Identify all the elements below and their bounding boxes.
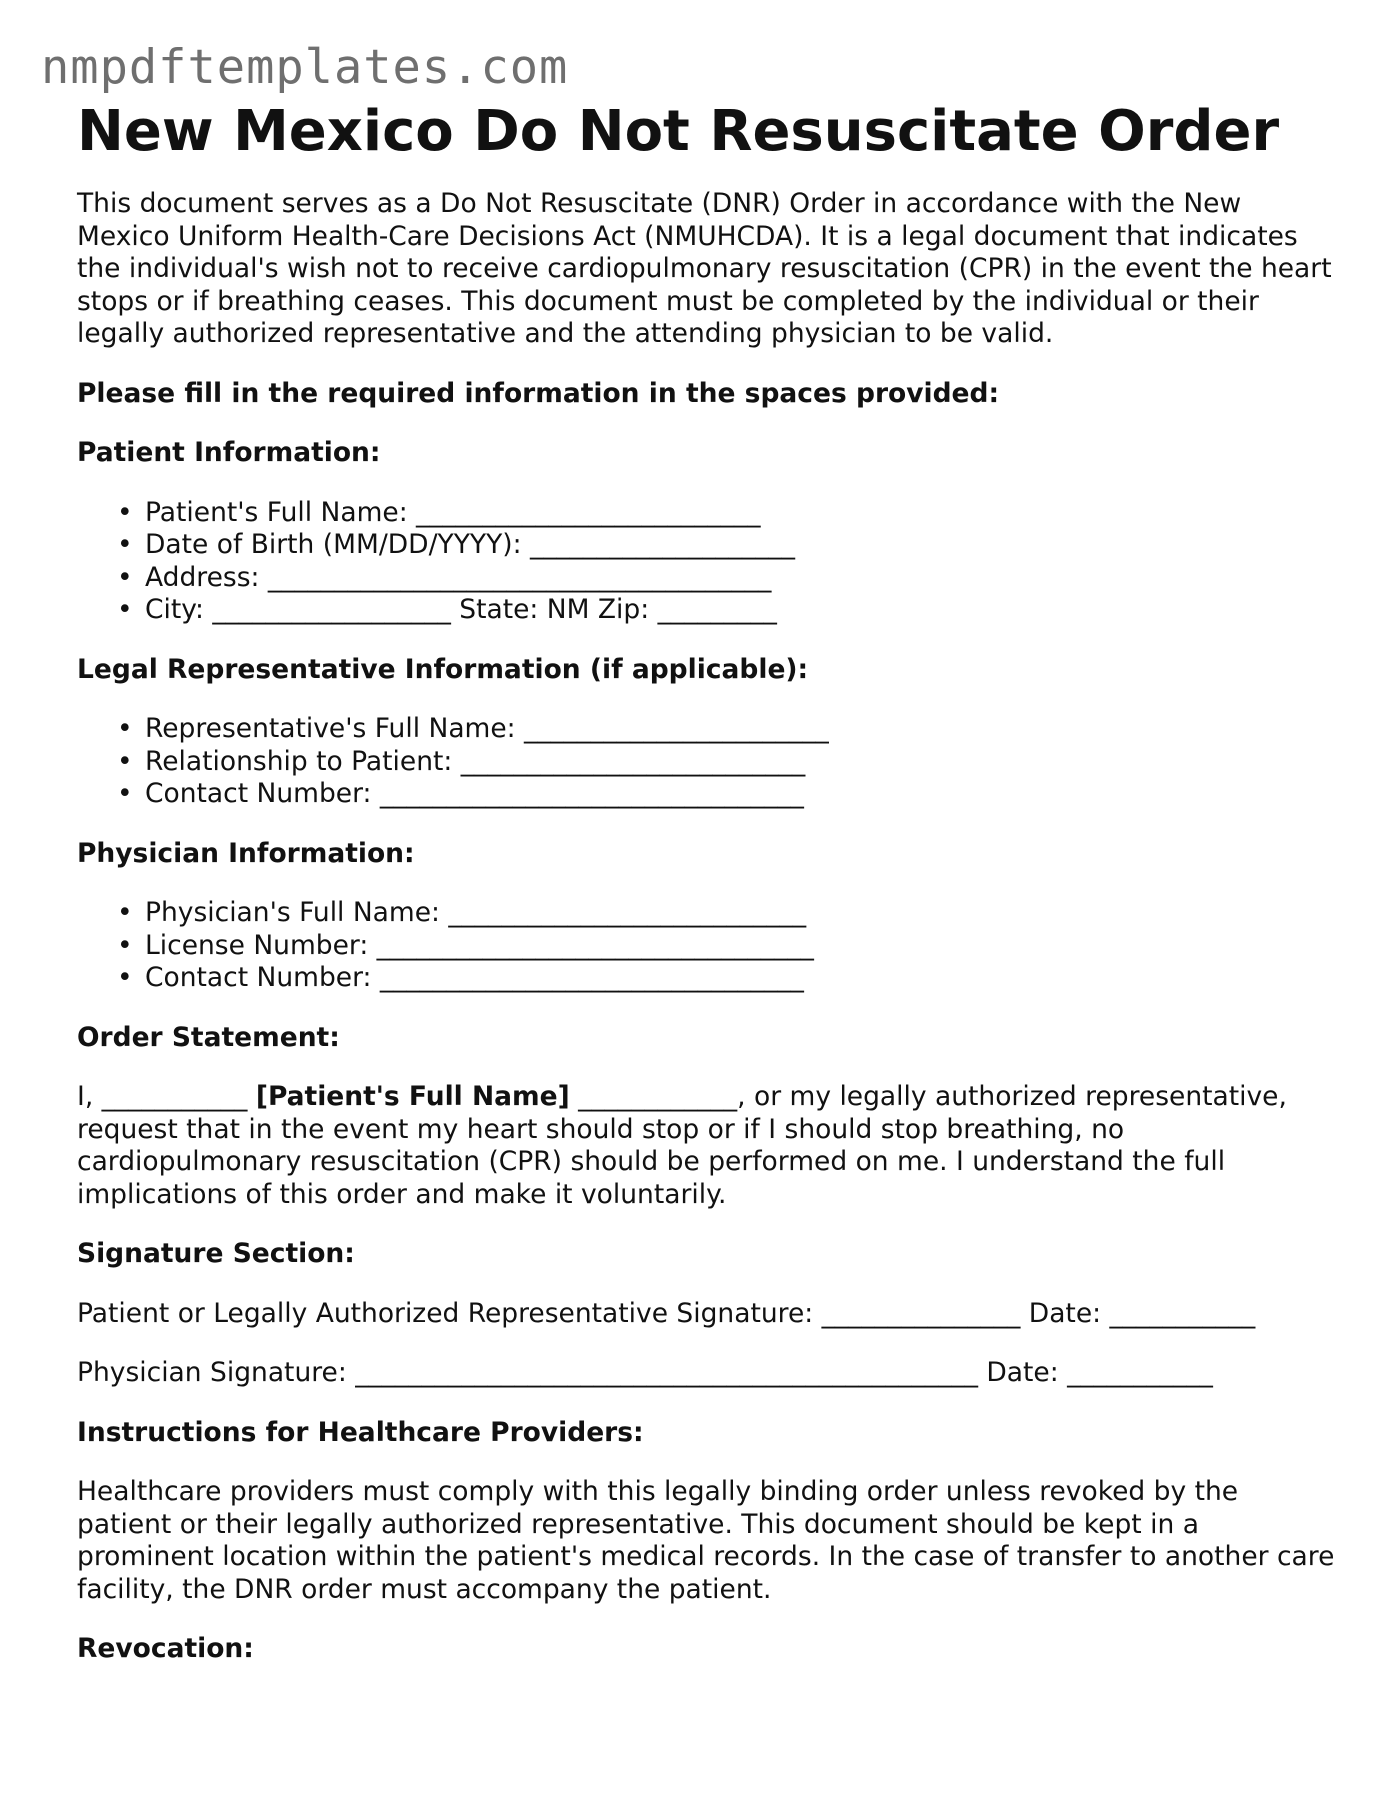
representative-contact-field: Contact Number: ________________________________: [145, 778, 804, 809]
physician-name-field: Physician's Full Name: ___________________________: [145, 897, 807, 928]
bullet-icon: •: [117, 496, 133, 528]
patient-name-placeholder: [Patient's Full Name]: [255, 1081, 570, 1112]
patient-signature-line: Patient or Legally Authorized Representative Signature: _______________ Date: ___________: [77, 1297, 1256, 1329]
license-number-field: License Number: _________________________________: [145, 929, 814, 961]
representative-name-field: Representative's Full Name: _______________________: [145, 713, 829, 744]
list-item: [77, 930, 1337, 963]
patient-info-heading: Patient Information:: [77, 437, 381, 468]
list-item: [77, 778, 1337, 811]
representative-info-list: [77, 713, 1337, 811]
intro-paragraph: This document serves as a Do Not Resuscitate (DNR) Order in accordance with the New Mexico Uniform Health-Care Decisions Act (NMUHCDA). It is a legal document that indicates the individual's wish not to receive cardiopulmonary resuscitation (CPR) in the event the heart stops or if breathing ceases. This document must be completed by the individual or their legally authorized representative and the attending physician to be valid.: [77, 188, 1332, 349]
list-item: [77, 562, 1337, 595]
city-state-zip-field: City: __________________ State: NM Zip: _________: [145, 594, 777, 625]
physician-info-heading: Physician Information:: [77, 837, 415, 869]
order-statement-heading: Order Statement:: [77, 1021, 340, 1053]
bullet-icon: •: [117, 561, 133, 593]
date-of-birth-field: Date of Birth (MM/DD/YYYY): ____________________: [145, 529, 795, 560]
bullet-icon: •: [117, 778, 133, 809]
providers-instructions-paragraph: Healthcare providers must comply with this legally binding order unless revoked by the patient or their legally authorized representative. This document should be kept in a prominent location within the patient's medical records. In the case of transfer to another care facility, the DNR order must accompany the patient.: [77, 1476, 1335, 1605]
patient-full-name-field: Patient's Full Name: __________________________: [145, 496, 761, 528]
order-prefix: I, ___________: [77, 1081, 256, 1112]
instructions-heading: Please fill in the required information in the spaces provided:: [77, 377, 1000, 409]
list-item: [77, 594, 1337, 627]
physician-info-list: [77, 897, 1337, 995]
bullet-icon: •: [117, 929, 133, 961]
list-item: [77, 497, 1337, 530]
site-watermark: nmpdftemplates.com: [41, 40, 569, 95]
patient-info-list: [77, 497, 1337, 627]
bullet-icon: •: [117, 713, 133, 744]
representative-info-heading: Legal Representative Information (if applicable):: [77, 653, 809, 685]
list-item: [77, 746, 1337, 779]
address-field: Address: ______________________________________: [145, 561, 772, 593]
order-statement-paragraph: [77, 1081, 1337, 1211]
physician-signature-line: Physician Signature: _______________________________________________ Date: ___________: [77, 1357, 1213, 1388]
list-item: [77, 962, 1337, 995]
signature-section-heading: Signature Section:: [77, 1238, 355, 1269]
list-item: [77, 897, 1337, 930]
bullet-icon: •: [117, 529, 133, 560]
list-item: [77, 713, 1337, 746]
bullet-icon: •: [117, 962, 133, 993]
bullet-icon: •: [117, 897, 133, 928]
revocation-heading: Revocation:: [77, 1633, 254, 1664]
document-page: [77, 96, 1337, 1693]
bullet-icon: •: [117, 594, 133, 625]
document-title: New Mexico Do Not Resuscitate Order: [77, 99, 1280, 164]
providers-instructions-heading: Instructions for Healthcare Providers:: [77, 1416, 644, 1448]
list-item: [77, 529, 1337, 562]
relationship-field: Relationship to Patient: __________________________: [145, 745, 806, 777]
physician-contact-field: Contact Number: ________________________________: [145, 962, 804, 993]
bullet-icon: •: [117, 745, 133, 777]
order-suffix: ____________, or my legally authorized representative, request that in the event my heart should stop or if I should stop breathing, no cardiopulmonary resuscitation (CPR) should be performed on me. I understand the full implications of this order and make it voluntarily.: [77, 1081, 1287, 1210]
